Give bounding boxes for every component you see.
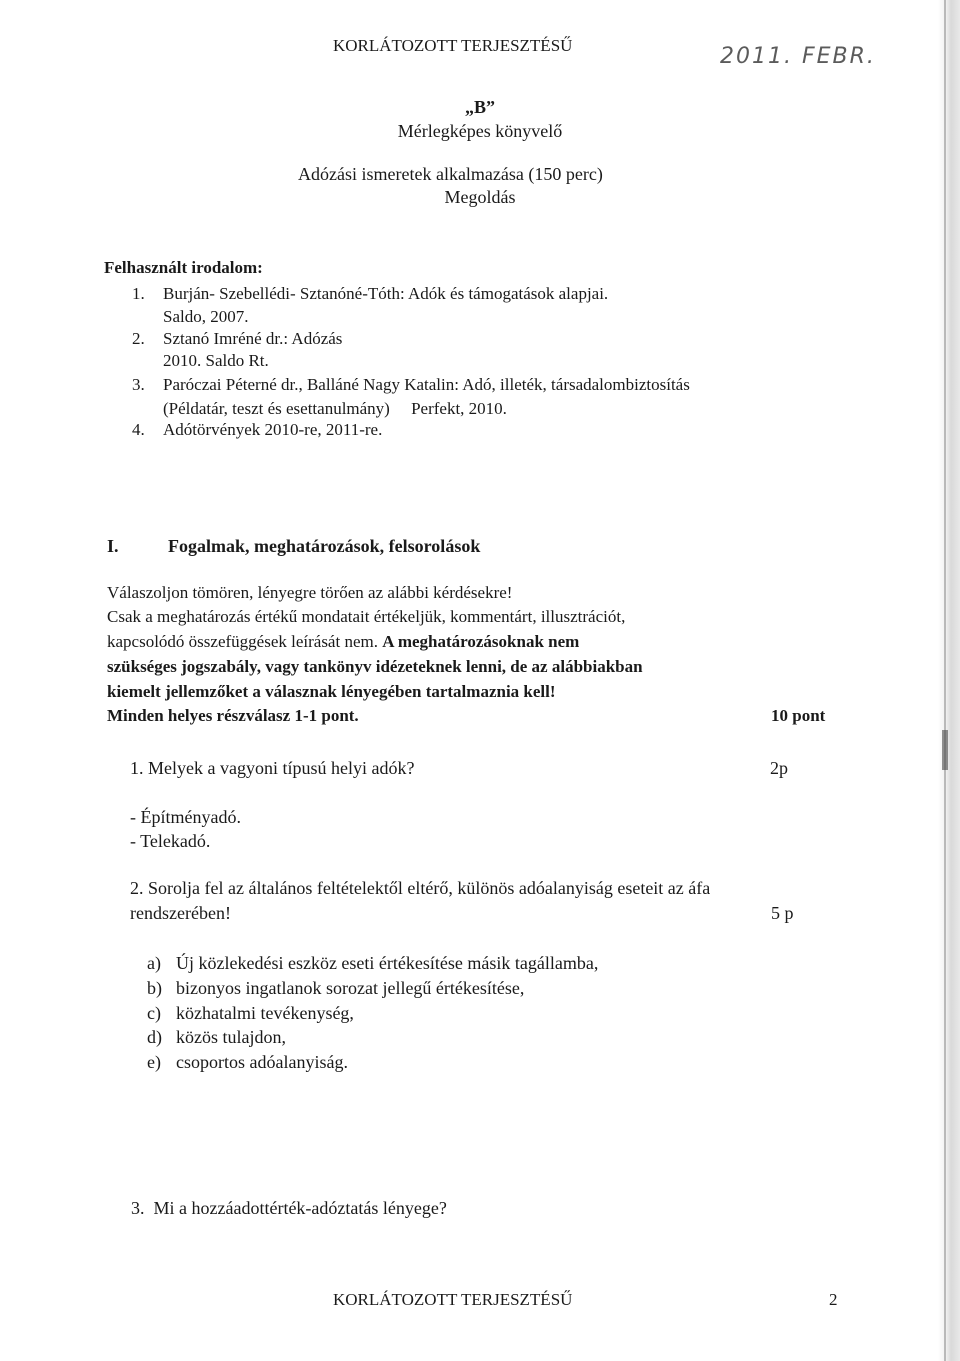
answer-letter: e) [147, 1052, 161, 1072]
literature-item-line1: Adótörvények 2010-re, 2011-re. [163, 420, 383, 439]
question-points: 5 p [771, 903, 794, 923]
section-intro-bold: A meghatározásoknak nem [382, 632, 580, 651]
answer-item: közhatalmi tevékenység, [176, 1003, 354, 1023]
title-variant: „B” [464, 97, 495, 117]
section-scoring-note: Minden helyes részválasz 1-1 pont. [107, 706, 359, 725]
literature-item-number: 2. [132, 329, 145, 348]
question-text: Melyek a vagyoni típusú helyi adók? [148, 758, 415, 778]
question-text: Mi a hozzáadottérték-adóztatás lényege? [153, 1198, 447, 1218]
answer-letter: a) [147, 953, 161, 973]
section-intro-line: szükséges jogszabály, vagy tankönyv idézeteknek lenni, de az alábbiakban [107, 657, 643, 676]
scan-edge-mark [942, 730, 948, 770]
question-3 [131, 1198, 447, 1219]
literature-item-number: 3. [132, 375, 145, 394]
literature-item-line2: (Példatár, teszt és esettanulmány) Perfekt, 2010. [163, 399, 507, 418]
answer-item: Új közlekedési eszköz eseti értékesítése másik tagállamba, [176, 953, 599, 973]
header-restriction: KORLÁTOZOTT TERJESZTÉSŰ [333, 36, 573, 55]
question-number: 2. [130, 878, 144, 898]
question-number: 3. [131, 1198, 145, 1218]
section-total-points: 10 pont [771, 706, 826, 725]
handwritten-date-note: 2011. FEBR. [720, 44, 876, 69]
literature-heading: Felhasznált irodalom: [104, 258, 263, 277]
literature-item-line2: 2010. Saldo Rt. [163, 351, 269, 370]
answer-item: bizonyos ingatlanok sorozat jellegű értékesítése, [176, 978, 525, 998]
answer-letter: c) [147, 1003, 161, 1023]
literature-item-line1: Paróczai Péterné dr., Balláné Nagy Katalin: Adó, illeték, társadalombiztosítás [163, 375, 690, 394]
answer-item: - Építményadó. [130, 807, 241, 827]
question-number: 1. [130, 758, 144, 778]
question-1 [130, 758, 414, 779]
section-numeral: I. [107, 536, 119, 556]
section-intro-line [107, 632, 579, 652]
literature-item-line2: Saldo, 2007. [163, 307, 249, 326]
answer-letter: b) [147, 978, 162, 998]
answer-item: közös tulajdon, [176, 1027, 286, 1047]
literature-item-line1: Burján- Szebellédi- Sztanóné-Tóth: Adók és támogatások alapjai. [163, 284, 609, 303]
page-number: 2 [829, 1290, 838, 1309]
question-2-line1 [130, 878, 710, 899]
literature-item-number: 1. [132, 284, 145, 303]
answer-item: csoportos adóalanyiság. [176, 1052, 348, 1072]
section-intro-line: kiemelt jellemzőket a válasznak lényegében tartalmaznia kell! [107, 682, 556, 701]
title-solution: Megoldás [444, 187, 516, 207]
answer-item: - Telekadó. [130, 831, 211, 851]
title-subject: Adózási ismeretek alkalmazása (150 perc) [298, 164, 603, 184]
question-text: rendszerében! [130, 903, 231, 923]
footer-restriction: KORLÁTOZOTT TERJESZTÉSŰ [333, 1290, 573, 1309]
title-exam-name: Mérlegképes könyvelő [397, 121, 563, 141]
literature-item-line1: Sztanó Imréné dr.: Adózás [163, 329, 343, 348]
question-points: 2p [770, 758, 788, 778]
section-intro-line: Csak a meghatározás értékű mondatait értékeljük, kommentárt, illusztrációt, [107, 607, 626, 626]
section-title: Fogalmak, meghatározások, felsorolások [168, 536, 481, 556]
literature-item-number: 4. [132, 420, 145, 439]
section-intro-line: Válaszoljon tömören, lényegre törően az alábbi kérdésekre! [107, 583, 513, 602]
section-intro-normal: kapcsolódó összefüggések leírását nem. [107, 632, 378, 651]
answer-letter: d) [147, 1027, 162, 1047]
question-text: Sorolja fel az általános feltételektől eltérő, különös adóalanyiság eseteit az áfa [148, 878, 711, 898]
